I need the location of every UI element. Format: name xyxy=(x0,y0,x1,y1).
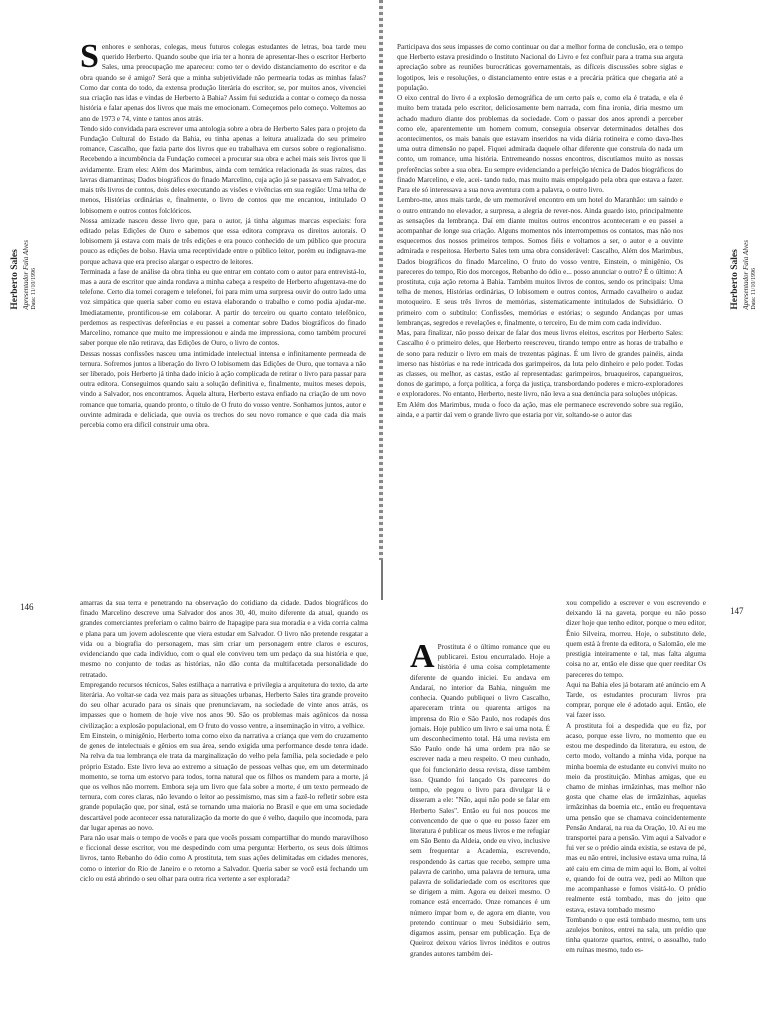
paragraph: Aqui na Bahia eles já botaram até anúncio em A Tarde, os estudantes procuram livros pra comprar, porque ele é adotado aqui. Então, ele vai fazer isso. xyxy=(566,680,706,720)
right-margin-credit xyxy=(730,240,758,310)
paragraph: Prostituta é o último romance que eu publicarei. Estou encurralado. Hoje a história é uma coisa completamente diferente de quando iniciei. Eu andava em Andaraí, no interior da Bahia, ninguém me conhecia. Quando publiquei o livro Cascalho, apareceram trinta ou quarenta artigos na imprensa do Rio e São Paulo, nos rodapés dos jornais. Hoje publico um livro e sai uma nota. É um desconhecimento total. Há uma revista em São Paulo onde há uma ordem pra não se escrever nada a meu respeito. O meu cunhado, que foi funcionário dessa revista, disse também isso. Quando foi lançado Os pareceres do tempo, ele pegou o livro para divulgar lá e disseram a ele: "Não, aqui não pode se falar em Herberto Sales". Então eu fui nos poucos me convencendo de que o que eu posso fazer em literatura é publicar os meus livros e me refugiar em São Bento da Aldeia, onde eu vivo, inclusive sem frequentar a Academia, escrevendo, respondendo às cartas que recebo, sempre uma palavra de carinho, uma palavra de ternura, uma palavra de solidariedade com os escritores que se dirigem a mim. Agora eu deixei mesmo. O romance está encerrado. Onze romances é um número ímpar bom e, de agora em diante, vou pretendo continuar o meu Subsidiário sem, digamos assim, pensar em publicação. Eça de Queiroz deixou vários livros inéditos e outros grandes autores também dei- xyxy=(410,643,550,958)
paragraph: O eixo central do livro é a explosão demográfica de um certo país e, como ela é tratada, e ela é muito bem tratada pelo escritor, deliciosamente bem narrada, com fina ironia, diria mesmo um achado maduro diante dos problemas da sociedade. Com o passar dos anos aprendi a perceber como ele, aparentemente um homem comum, conseguia observar determinados detalhes dos acontecimentos, os mais banais que estavam inseridos na vida diária rotineira e como dava-lhes uma outra dimensão no papel. Fiquei admirada daquele olhar diferente que construía do nada um conto, um romance, uma história. Entremeando nossos encontros, discutíamos muito as nossas preferências sobre a sua obra. Eu sempre evidenciando a perfeição técnica de Dados biográficos do finado Marcelino, e ele, acei- tando tudo, mas muito mais empolgado pela obra que estava a fazer. Para ele só interessava a sua nova aventura com a palavra, o outro livro. xyxy=(397,94,683,195)
paragraph: A prostituta foi a despedida que eu fiz, por acaso, porque esse livro, no momento que eu estou me despedindo da literatura, eu estou, de certo modo, voltando a minha vida, porque na minha boemia de estudante eu convivi muito no meio da prostituição. Minhas amigas, que eu chamo de minhas irmãzinhas, mas melhor não gosta que chame elas de irmãzinhas, aquelas irmãzinhas da boemia etc., então eu frequentava uma pensão que se chamava coincidentemente Pensão Andaraí, na rua da Oração, 10. Aí eu me transportei para a pensão. Vim aqui a Salvador e fui ver se o prédio ainda existia, se estava de pé, mas eu não entrei, inclusive estava uma ruína, lá até caiu em cima de mim aqui lo. Bom, aí voltei e, quando foi de outra vez, pedi ao Milton que me acompanhasse e fomos visitá-lo. O prédio realmente está tombado, mas do jeito que estava, estava tombado mesmo xyxy=(566,721,706,914)
credit-date: Data: 11/10/1996 xyxy=(30,268,37,310)
bottom-spread xyxy=(0,590,768,1024)
paragraph: enhores e senhoras, colegas, meus futuros colegas estudantes de letras, boa tarde meu querido Herberto. Quando soube que iria ter a honra de apresentar-lhes o escritor Herberto Sales, uma preocupação me apareceu: como ter o devido distanciamento do escritor e da obra quando se é amigo? Será que a minha subjetividade não permearia todas as minhas falas? Como dar conta do todo, da extensa produção literária do escritor, se, por muitos anos, vivenciei sua criação nas idas e vindas de Herberto à Bahia? Assim fui seduzida a contar o começo da nossa história e falar apenas dos livros que mais me emocionam. Começemos pelo começo. Voltemos ao ano de 1973 e 74, vinte e tantos anos atrás. xyxy=(80,43,366,123)
page-number-right: 147 xyxy=(730,606,744,616)
paragraph: Dessas nossas confissões nasceu uma intimidade intelectual intensa e infinitamente permeada de ternura. Sofremos juntos a liberação do livro O lobisomem das Edições de Ouro, que tornava a não ser liberado, pois Herberto já tinha dado início à ação complicada de retirar o livro para passar para outra editora. Conseguimos quando saiu a solução definitiva e, finalmente, muitos meses depois, vindo a Salvador, nos encontramos. Àquela altura, Herberto estava enfiado na criação de um novo romance que tomaria, quando pronto, o título de O fruto do vosso ventre. Sonhamos juntos, autor e ouvinte admirada e deliciada, que ouvia os trechos do seu novo romance e que cada dia mais percebia como era difícil construir uma obra. xyxy=(80,349,366,430)
paragraph: Mas, para finalizar, não posso deixar de falar dos meus livros eleitos, escritos por Herberto Sales: Cascalho é o primeiro deles, que Herberto reescreveu, tirando tempo entre as horas de trabalho e de sono para reduzir o livro em mais de trezentas páginas. É um livro de grandes painéis, ainda imerso nas histórias e na rede intricada dos garimpeiros, da luta pelo dinheiro e pelo poder. Todas as classes, ou melhor, as castas, estão aí representadas: garimpeiros, bruaqueiros, capangueiros, donos de garimpo, a força política, a força da justiça, transbordando poderes e micro-exploradores e exploradores. No entanto, Herberto, neste livro, não leva a sua denúncia para soluções utópicas. xyxy=(397,329,683,399)
paragraph: Tombando o que está tombado mesmo, tem uns azulejos bonitos, entrei na sala, um prédio que tinha quatorze quartos, entrei, o assoalho, tudo em ruínas mesmo, tudo es- xyxy=(566,915,706,955)
paragraph: Lembro-me, anos mais tarde, de um memorável encontro em um hotel do Maranhão: um saindo e o outro entrando no elevador, a surpresa, a alegria de rever-nos. Ainda guardo isto, principalmente as sensações da lembrança. Daí em diante muitos outros encontros aconteceram e eu passei a acompanhar de longe sua criação. Alguns momentos nós interrompemos os contatos, mas não nos esquecemos dos nossos primeiros tempos. Somos fiéis e voltamos a ser, o autor e a ouvinte admirada e respeitosa. Herberto Sales tem uma obra considerável: Cascalho, Além dos Marimbus, Dados biográficos do finado Marcelino, O fruto do vosso ventre, Einstein, o minigênio, Os pareceres do tempo, Rio dos morcegos, Rebanho do ódio e... posso anunciar o outro? É o último: A prostituta, cuja ação retorna à Bahia. Também muitos livros de contos, sendo os principais: Uma telha de menos, Histórias ordinárias, O lobisomem e outros contos, Armado cavalheiro o audaz motoqueiro. E seus três livros de memórias, sistematicamente intitulados de Subsidiário. O primeiro com o subtítulo: Confissões, memórias e estórias; o segundo Andanças por umas lembranças, segredos e revelações e, finalmente, o terceiro, Eu de mim com cada indivíduo. xyxy=(397,196,683,327)
credit-name: Herberto Sales xyxy=(10,249,20,310)
dropcap-s: S xyxy=(80,42,99,75)
top-right-text xyxy=(397,42,683,557)
paragraph: xou compelido a escrever e vou escrevendo e deixando lá na gaveta, porque eu não posso dizer hoje que tenho editor, porque o meu editor, Ênio Silveira, morreu. Hoje, o substituto dele, quem está à frente da editora, o Salomão, ele me prestigia inteiramente e tal, mas falta alguma coisa no ar, então ele disse que quer reeditar Os pareceres do tempo. xyxy=(566,599,706,679)
credit-role: Apresentador Fala Alves xyxy=(21,240,30,310)
paragraph: Empregando recursos técnicos, Sales estilhaça a narrativa e privilegia a arquitetura do texto, da arte literária. Ao voltar-se cada vez mais para as situações urbanas, Herberto Sales tira grande proveito do seu olhar acurado para os sinais que prenunciavam, na sociedade de vinte anos atrás, os impasses que o homem de hoje vive nos anos 90. São os problemas mais agônicos da nossa civilização: a explosão populacional, em O fruto do vosso ventre, a inseminação in vitro, a velhice. xyxy=(80,680,368,730)
top-left-text xyxy=(80,42,366,557)
paragraph: Terminada a fase de análise da obra tinha eu que entrar em contato com o autor para entrevistá-lo, mas a aura de escritor que ainda rondava a minha cabeça a respeito de Herberto afugentava-me do telefone. Certo dia tomei coragem e telefonei, foi para mim uma surpresa ouvir do outro lado uma voz simpática que queria saber como eu estava elaborando o trabalho e como podia ajudar-me. Imediatamente, prontificou-se em colaborar. A partir do terceiro ou quarto contato telefônico, perdemos as respectivas deferências e eu passei a comentar sobre Dados biográficos do finado Marcelino, romance que muito me impressionou e ainda me impressiona, como também procurei saber porque ele não retirava, das Edições de Ouro, o livro de contos. xyxy=(80,267,366,348)
credit-name: Herberto Sales xyxy=(730,249,740,310)
paragraph: Nossa amizade nasceu desse livro que, para o autor, já tinha algumas marcas especiais: fora editado pelas Edições de Ouro e sabemos que essa editora comprava os direitos autorais. O lobisomem já estava com mais de três edições e era pouco conhecido de um público que procura pouco as edições de bolso. Havia uma receptividade entre o público leitor, porém eu indignava-me porque achava que era preciso alargar o espectro de leitores. xyxy=(80,216,366,266)
paragraph: Em Além dos Marimbus, muda o foco da ação, mas ele permanece escrevendo sobre sua região, ainda, e a partir daí vem o grande livro que estaria por vir, soltando-se o autor das xyxy=(397,400,683,419)
paragraph: Para não usar mais o tempo de vocês e para que vocês possam compartilhar do mundo maravilhoso e ficcional desse escritor, vou me despedindo com uma pergunta: Herberto, os seus dois últimos livros, tanto Rebanho do ódio como A prostituta, tem suas ações delimitadas em cidades menores, como o interior do Rio de Janeiro e o retorno a Salvador. Queria saber se você está fechando um ciclo ou está abrindo o seu olhar para outra rica vertente a ser explorada? xyxy=(80,834,368,883)
credit-date: Data: 11/10/1996 xyxy=(750,268,757,310)
binding-gutter xyxy=(379,0,383,560)
credit-role: Apresentador Fala Alves xyxy=(741,240,750,310)
bottom-left-text xyxy=(80,598,368,1024)
paragraph: Em Einstein, o minigênio, Herberto toma como eixo da narrativa a criança que vem do cruzamento de genes de intelectuais e gênios em sua área, sendo exigida uma performance desde tenra idade. Na relva da tua lembrança ele trata da marginalização do velho pela família, pela sociedade e pelo próprio Estado. Este livro leva ao extremo a situação de pessoas velhas que, em um determinado momento, se torna um estorvo para todos, torna natural que os filhos os mandem para a morte, já que os velhos não morrem. Embora seja um livro que fala sobre a morte, é um texto permeado de ternura, com cores claras, não levando o leitor ao pessimismo, mas sim a fazê-lo refletir sobre esta grande população que, por sinal, está se tornando uma maioria no Brasil e que em uma sociedade descartável pode acontecer essa naturalização da morte do que é velho, daquilo que incomoda, para dar lugar apenas ao novo. xyxy=(80,731,368,832)
paragraph: amarras da sua terra e penetrando na observação do cotidiano da cidade. Dados biográficos do finado Marcelino descreve uma Salvador dos anos 30, 40, muito diferente da atual, quando os grandes comerciantes preferiam o calmo bairro de Itapagipe para sua moradia e a vida corria calma e plana para um jovem adolescente que viera estudar em Salvador. O livro não pretende resgatar a vida ou a biografia do personagem, mas sim criar um personagem entre claros e escuros, evidenciando que cada indivíduo, com o qual ele conviveu tem um pedaço da sua história e que, mesmo no conjunto de todas as histórias, não dão conta da multifacetada personalidade do retratado. xyxy=(80,599,368,679)
bottom-right-text-col1 xyxy=(410,642,550,1024)
left-margin-credit xyxy=(10,240,38,310)
bottom-right-text-col2 xyxy=(566,598,706,1024)
page-number-left: 146 xyxy=(20,602,34,612)
dropcap-a: A xyxy=(410,642,435,675)
paragraph: Participava dos seus impasses de como continuar ou dar a melhor forma de conclusão, era o tempo que Herberto estava presidindo o Instituto Nacional do Livro e fez confluir para a trama sua arguta apreciação sobre as reuniões burocráticas governamentais, as difíceis discussões sobre siglas e logotipos, leis e resoluções, o distanciamento entre estas e a precária prática que chegaria até a população. xyxy=(397,43,683,92)
paragraph: Tendo sido convidada para escrever uma antologia sobre a obra de Herberto Sales para o projeto da Fundação Cultural do Estado da Bahia, eu tinha apenas a leitura atualizada do seu primeiro romance, Cascalho, que fazia parte dos livros que eu trabalhava em cursos sobre o regionalismo. Recebendo a incumbência da Fundação comecei a procurar sua obra e achei mais seis livros que li avidamente. Eram eles: Além dos Marimbus, ainda com temática relacionada às suas raízes, das lavras diamantinas; Dados biográficos do finado Marcelino, cuja ação já se passava em Salvador, e mais três livros de contos, dois deles executando as visões e vivências em sua região: Uma telha de menos, Histórias ordinárias e, finalmente, o livro de contos que me encantou, intitulado O lobisomem e outros contos folclóricos. xyxy=(80,124,366,215)
